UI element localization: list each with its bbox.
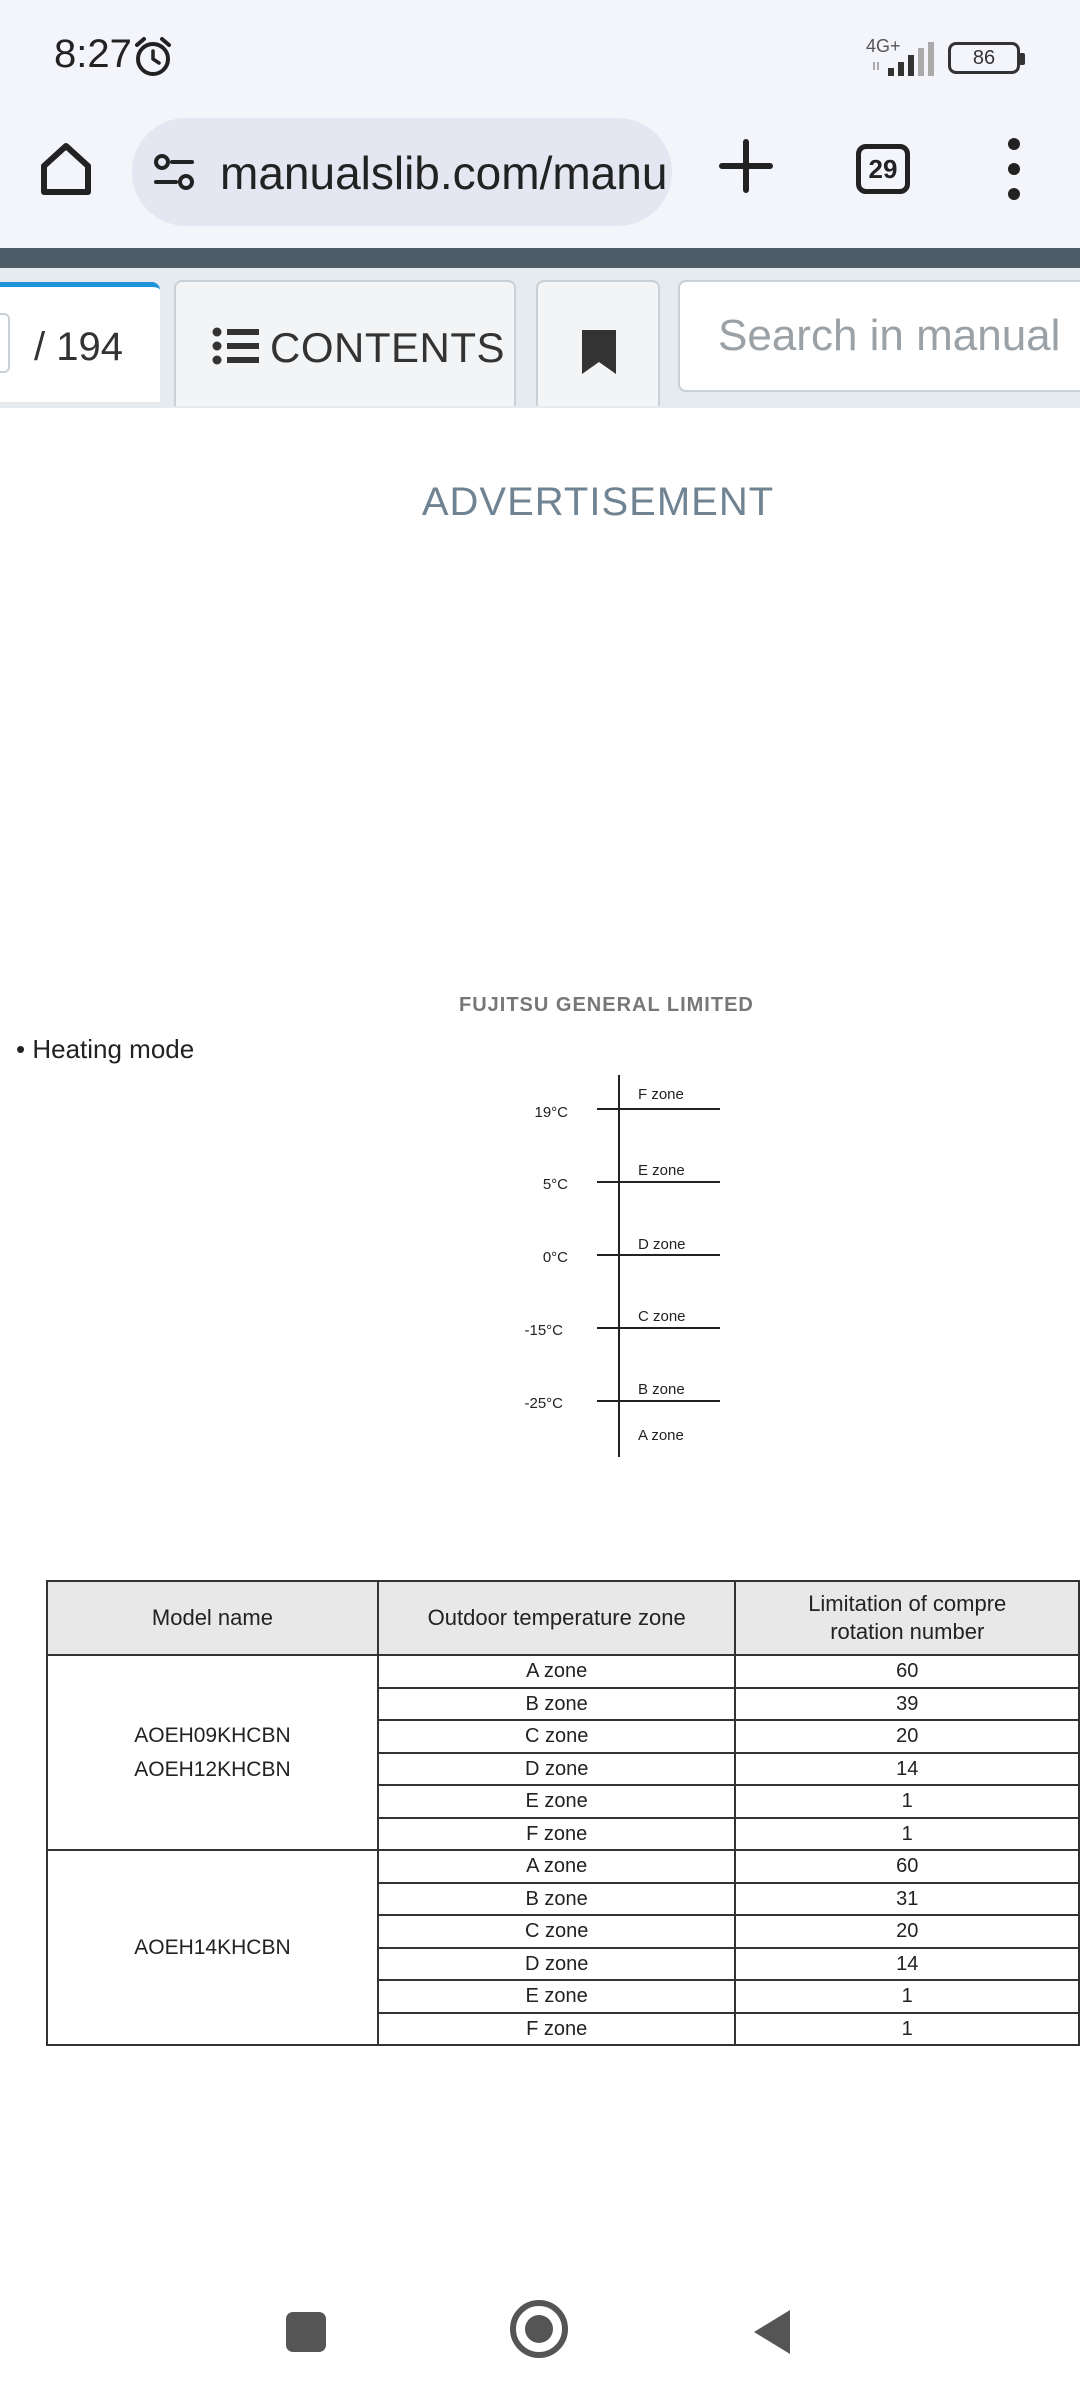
- model-cell: [47, 1655, 378, 1850]
- plus-icon[interactable]: [716, 136, 776, 196]
- zone-cell: F zone: [378, 2013, 736, 2046]
- zone-cell: B zone: [378, 1883, 736, 1916]
- page-number-input[interactable]: [0, 313, 10, 373]
- list-icon: [212, 326, 260, 366]
- temperature-label: 5°C: [542, 1176, 568, 1193]
- zone-label: E zone: [638, 1162, 685, 1179]
- temperature-zone-diagram: [500, 1072, 740, 1462]
- bookmark-icon: [580, 328, 618, 376]
- zone-cell: C zone: [378, 1720, 736, 1753]
- table-header-row: [47, 1581, 1079, 1655]
- zone-cell: D zone: [378, 1753, 736, 1786]
- home-circle-icon[interactable]: [510, 2300, 568, 2358]
- browser-toolbar: [0, 110, 1080, 248]
- url-text[interactable]: manualslib.com/manu: [220, 147, 668, 199]
- status-time: 8:27: [54, 32, 132, 76]
- document-header: FUJITSU GENERAL LIMITED: [459, 994, 754, 1016]
- limit-cell: 1: [735, 1785, 1079, 1818]
- zone-cell: B zone: [378, 1688, 736, 1721]
- limit-cell: 14: [735, 1948, 1079, 1981]
- page-navigator: [0, 282, 160, 402]
- battery-icon: [948, 42, 1020, 74]
- model-name: AOEH09KHCBN: [134, 1723, 291, 1747]
- zone-cell: D zone: [378, 1948, 736, 1981]
- header-limitation-line2: rotation number: [830, 1619, 985, 1644]
- more-vert-icon[interactable]: [996, 134, 1032, 204]
- alarm-icon: [132, 36, 174, 78]
- zone-label: C zone: [638, 1308, 686, 1325]
- limit-cell: 60: [735, 1850, 1079, 1883]
- total-pages: / 194: [34, 325, 123, 369]
- zone-cell: C zone: [378, 1915, 736, 1948]
- limit-cell: 39: [735, 1688, 1079, 1721]
- page-divider: [0, 248, 1080, 268]
- limit-cell: 1: [735, 2013, 1079, 2046]
- limit-cell: 1: [735, 1980, 1079, 2013]
- zone-label: F zone: [638, 1086, 684, 1103]
- limit-cell: 20: [735, 1915, 1079, 1948]
- header-limitation-line1: Limitation of compre: [808, 1591, 1007, 1616]
- system-nav-bar: [0, 2272, 1080, 2400]
- back-icon[interactable]: [752, 2308, 792, 2356]
- zone-cell: F zone: [378, 1818, 736, 1851]
- compressor-limit-table: [46, 1580, 1080, 2046]
- network-type: 4G+: [866, 36, 901, 56]
- header-limitation: [735, 1581, 1079, 1655]
- limit-cell: 60: [735, 1655, 1079, 1688]
- zone-label: A zone: [638, 1427, 684, 1444]
- bookmark-button[interactable]: [536, 280, 660, 406]
- zone-label: D zone: [638, 1236, 686, 1253]
- address-bar[interactable]: [132, 118, 672, 226]
- contents-label[interactable]: CONTENTS: [270, 324, 505, 371]
- contents-button[interactable]: [174, 280, 516, 406]
- search-input[interactable]: [678, 280, 1080, 392]
- zone-cell: A zone: [378, 1655, 736, 1688]
- limit-cell: 20: [735, 1720, 1079, 1753]
- site-info-icon[interactable]: [152, 152, 196, 192]
- zone-cell: E zone: [378, 1785, 736, 1818]
- header-outdoor-zone: Outdoor temperature zone: [378, 1581, 736, 1655]
- manual-toolbar: [0, 268, 1080, 408]
- section-heading: • Heating mode: [16, 1034, 195, 1064]
- signal-icon: [870, 40, 940, 76]
- temperature-label: -15°C: [524, 1322, 563, 1339]
- home-icon[interactable]: [34, 136, 98, 200]
- zone-cell: A zone: [378, 1850, 736, 1883]
- tabs-icon[interactable]: [856, 144, 910, 194]
- model-name: AOEH14KHCBN: [134, 1935, 291, 1959]
- temperature-label: 19°C: [534, 1104, 568, 1121]
- limit-cell: 1: [735, 1818, 1079, 1851]
- ad-slot: [0, 560, 1080, 960]
- limit-cell: 31: [735, 1883, 1079, 1916]
- advertisement-label: ADVERTISEMENT: [421, 480, 775, 524]
- model-name: AOEH12KHCBN: [134, 1757, 291, 1781]
- battery-level: 86: [972, 47, 996, 69]
- table-row: [47, 1655, 1079, 1688]
- header-model-name: Model name: [47, 1581, 378, 1655]
- temperature-label: 0°C: [542, 1249, 568, 1266]
- status-bar: [0, 0, 1080, 110]
- temperature-label: -25°C: [524, 1395, 563, 1412]
- table-row: [47, 1850, 1079, 1883]
- model-cell: [47, 1850, 378, 2045]
- tab-count[interactable]: 29: [868, 154, 898, 184]
- zone-cell: E zone: [378, 1980, 736, 2013]
- recents-icon[interactable]: [286, 2312, 326, 2352]
- limit-cell: 14: [735, 1753, 1079, 1786]
- zone-label: B zone: [638, 1381, 685, 1398]
